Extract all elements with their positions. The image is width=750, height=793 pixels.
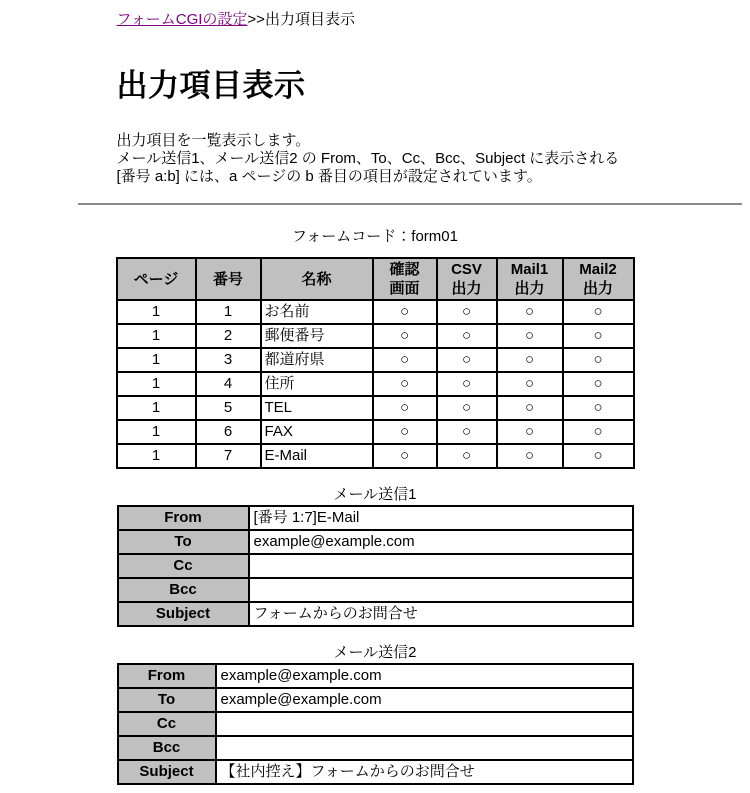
col-header-name: 名称 <box>261 258 373 300</box>
circle-mark: ○ <box>563 372 634 396</box>
mail1-cc-row <box>118 554 633 578</box>
mail2-subject-value: 【社内控え】フォームからのお問合せ <box>216 760 633 784</box>
mail1-to-value: example@example.com <box>249 530 633 554</box>
circle-mark: ○ <box>563 348 634 372</box>
mail1-cc-value <box>249 554 633 578</box>
circle-mark: ○ <box>437 372 497 396</box>
circle-mark: ○ <box>373 420 437 444</box>
circle-mark: ○ <box>437 444 497 468</box>
table-row: 1 7 E-Mail ○ ○ ○ ○ <box>117 444 634 468</box>
table-row: 1 1 お名前 ○ ○ ○ ○ <box>117 300 634 324</box>
description-line-1: 出力項目を一覧表示します。 <box>116 132 311 149</box>
table-row: 1 5 TEL ○ ○ ○ ○ <box>117 396 634 420</box>
col-header-confirm-screen: 確認 画面 <box>373 258 437 300</box>
mail2-from-value: example@example.com <box>216 664 633 688</box>
mail2-from-row <box>118 664 633 688</box>
circle-mark: ○ <box>437 396 497 420</box>
mail1-from-label: From <box>118 506 249 530</box>
col-header-csv-output: CSV 出力 <box>437 258 497 300</box>
items-table-header-row <box>117 258 634 300</box>
circle-mark: ○ <box>373 372 437 396</box>
page-description <box>117 132 634 186</box>
mail1-to-row <box>118 530 633 554</box>
mail2-from-label: From <box>118 664 216 688</box>
circle-mark: ○ <box>563 444 634 468</box>
form-code-label: フォームコード：form01 <box>292 228 458 245</box>
breadcrumb <box>117 8 634 29</box>
mail1-subject-value: フォームからのお問合せ <box>249 602 633 626</box>
circle-mark: ○ <box>497 444 563 468</box>
circle-mark: ○ <box>373 444 437 468</box>
table-row: 1 2 郵便番号 ○ ○ ○ ○ <box>117 324 634 348</box>
mail1-bcc-value <box>249 578 633 602</box>
mail2-to-value: example@example.com <box>216 688 633 712</box>
circle-mark: ○ <box>563 300 634 324</box>
circle-mark: ○ <box>497 348 563 372</box>
circle-mark: ○ <box>563 324 634 348</box>
output-items-table <box>116 257 635 469</box>
circle-mark: ○ <box>373 396 437 420</box>
col-header-mail1-output: Mail1 出力 <box>497 258 563 300</box>
circle-mark: ○ <box>437 324 497 348</box>
mail2-section-title: メール送信2 <box>333 644 417 661</box>
table-row: 1 4 住所 ○ ○ ○ ○ <box>117 372 634 396</box>
circle-mark: ○ <box>497 420 563 444</box>
circle-mark: ○ <box>373 348 437 372</box>
mail2-table <box>117 663 634 785</box>
mail2-to-label: To <box>118 688 216 712</box>
mail1-section-title: メール送信1 <box>333 486 417 503</box>
circle-mark: ○ <box>497 300 563 324</box>
circle-mark: ○ <box>437 300 497 324</box>
circle-mark: ○ <box>497 372 563 396</box>
description-line-2: メール送信1、メール送信2 の From、To、Cc、Bcc、Subject に表示される <box>116 150 620 167</box>
col-header-number: 番号 <box>196 258 261 300</box>
mail2-cc-label: Cc <box>118 712 216 736</box>
mail2-cc-value <box>216 712 633 736</box>
mail2-bcc-row <box>118 736 633 760</box>
circle-mark: ○ <box>437 348 497 372</box>
circle-mark: ○ <box>563 420 634 444</box>
mail2-bcc-value <box>216 736 633 760</box>
mail2-bcc-label: Bcc <box>118 736 216 760</box>
mail1-bcc-row <box>118 578 633 602</box>
mail1-table <box>117 505 634 627</box>
section-divider <box>78 203 742 205</box>
col-header-mail2-output: Mail2 出力 <box>563 258 634 300</box>
col-header-page: ページ <box>117 258 196 300</box>
mail1-bcc-label: Bcc <box>118 578 249 602</box>
mail1-from-row <box>118 506 633 530</box>
circle-mark: ○ <box>563 396 634 420</box>
mail2-cc-row <box>118 712 633 736</box>
mail2-subject-label: Subject <box>118 760 216 784</box>
page-title: 出力項目表示 <box>116 68 306 103</box>
mail2-to-row <box>118 688 633 712</box>
circle-mark: ○ <box>497 324 563 348</box>
breadcrumb-current: >>出力項目表示 <box>247 11 355 28</box>
circle-mark: ○ <box>373 324 437 348</box>
mail1-subject-label: Subject <box>118 602 249 626</box>
table-row: 1 3 都道府県 ○ ○ ○ ○ <box>117 348 634 372</box>
circle-mark: ○ <box>497 396 563 420</box>
description-line-3: [番号 a:b] には、a ページの b 番目の項目が設定されています。 <box>116 168 542 185</box>
circle-mark: ○ <box>437 420 497 444</box>
mail1-cc-label: Cc <box>118 554 249 578</box>
breadcrumb-link-form-cgi-settings[interactable]: フォームCGIの設定 <box>116 11 248 28</box>
mail1-from-value: [番号 1:7]E-Mail <box>249 506 633 530</box>
mail1-to-label: To <box>118 530 249 554</box>
table-row: 1 6 FAX ○ ○ ○ ○ <box>117 420 634 444</box>
mail2-subject-row <box>118 760 633 784</box>
mail1-subject-row <box>118 602 633 626</box>
circle-mark: ○ <box>373 300 437 324</box>
